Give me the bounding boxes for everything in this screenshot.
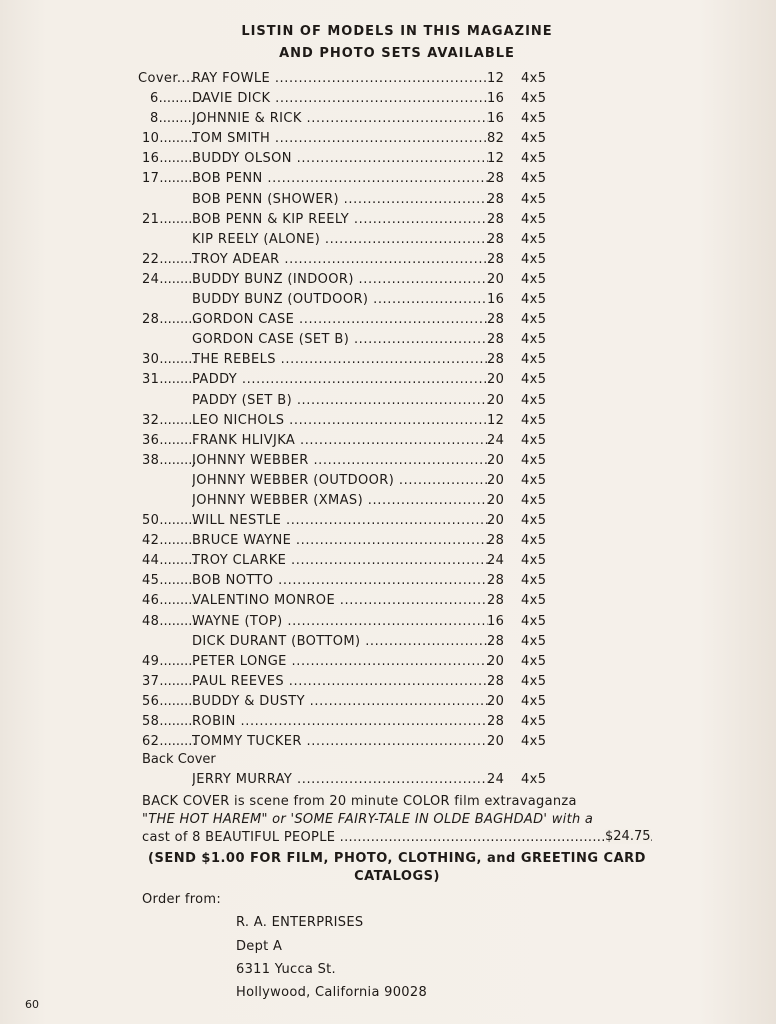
row-photo-size: 4x5	[521, 251, 547, 267]
table-row	[0, 491, 776, 511]
row-photo-count: 20	[487, 372, 505, 388]
table-row	[0, 350, 776, 370]
row-photo-count: 20	[487, 513, 505, 529]
table-row	[0, 210, 776, 230]
row-photo-size: 4x5	[521, 693, 547, 709]
table-row	[0, 411, 776, 431]
row-photo-size: 4x5	[521, 111, 547, 127]
row-model-name: BOB PENN & KIP REELY .....	[192, 210, 488, 230]
row-page-number	[138, 129, 197, 149]
row-photo-size: 4x5	[521, 533, 547, 549]
row-photo-count: 16	[487, 292, 505, 308]
row-model-name: JOHNNY WEBBER (OUTDOOR) .....	[192, 471, 488, 491]
row-photo-size: 4x5	[521, 171, 547, 187]
row-model-name: FRANK HLIVJKA .....	[192, 431, 488, 451]
row-photo-count: 12	[487, 71, 505, 86]
table-row	[0, 129, 776, 149]
row-photo-size: 4x5	[521, 372, 547, 388]
row-model-name: LEO NICHOLS .....	[192, 411, 488, 431]
row-page-text: 22	[142, 251, 160, 267]
row-photo-count: 20	[487, 653, 505, 669]
row-photo-size: 4x5	[521, 191, 547, 207]
row-model-name: JOHNNY WEBBER .....	[192, 451, 488, 471]
table-row	[0, 451, 776, 471]
row-photo-count: 20	[487, 492, 505, 508]
row-model-name: VALENTINO MONROE .....	[192, 591, 488, 611]
row-page-number	[138, 511, 197, 531]
row-photo-size: 4x5	[521, 432, 547, 448]
order-from-label: Order from:	[142, 892, 222, 907]
row-model-name: KIP REELY (ALONE) .....	[192, 230, 488, 250]
row-model-name: BRUCE WAYNE .....	[192, 531, 488, 551]
table-row	[0, 632, 776, 652]
table-row	[0, 109, 776, 129]
row-photo-count: 28	[487, 211, 505, 227]
row-model-name: TROY CLARKE .....	[192, 551, 488, 571]
row-photo-count: 28	[487, 231, 505, 247]
row-page-number	[138, 652, 197, 672]
row-photo-size: 4x5	[521, 91, 547, 107]
table-row	[0, 190, 776, 210]
row-photo-count: 20	[487, 271, 505, 287]
row-photo-count: 20	[487, 452, 505, 468]
row-photo-count: 28	[487, 251, 505, 267]
row-photo-size: 4x5	[521, 613, 547, 629]
table-row	[0, 471, 776, 491]
film-description-line-2: "THE HOT HAREM" or 'SOME FAIRY-TALE IN OLDE BAGHDAD' with a	[142, 812, 594, 827]
table-row	[0, 330, 776, 350]
row-photo-size: 4x5	[521, 734, 547, 750]
order-street: 6311 Yucca St.	[236, 962, 336, 977]
row-model-name: DAVIE DICK .....	[192, 89, 488, 109]
row-model-name: WAYNE (TOP) .....	[192, 612, 488, 632]
row-photo-size: 4x5	[521, 673, 547, 689]
table-row	[0, 612, 776, 632]
row-model-name: DICK DURANT (BOTTOM) .....	[192, 632, 488, 652]
catalog-note-line-1: (SEND $1.00 FOR FILM, PHOTO, CLOTHING, and GREETING CARD	[148, 851, 646, 866]
page-title-line-2: AND PHOTO SETS AVAILABLE	[279, 46, 515, 61]
row-model-name: GORDON CASE .....	[192, 310, 488, 330]
row-photo-size: 4x5	[521, 211, 547, 227]
row-photo-count: 24	[487, 772, 505, 787]
table-row	[0, 652, 776, 672]
row-photo-size: 4x5	[521, 352, 547, 368]
row-page-text: 28	[142, 312, 160, 328]
row-photo-count: 16	[487, 613, 505, 629]
model-listing-table	[0, 69, 776, 752]
table-row	[0, 770, 776, 790]
row-model-name: TROY ADEAR .....	[192, 250, 488, 270]
row-page-text: 6	[150, 91, 159, 107]
row-photo-size: 4x5	[521, 714, 547, 729]
row-page-number	[138, 431, 197, 451]
row-model-name: JOHNNY WEBBER (XMAS) .....	[192, 491, 488, 511]
row-model-name: GORDON CASE (SET B) .....	[192, 330, 488, 350]
table-row	[0, 250, 776, 270]
row-photo-size: 4x5	[521, 573, 547, 589]
row-photo-size: 4x5	[521, 452, 547, 468]
row-page-number	[138, 612, 197, 632]
row-model-name: BOB NOTTO .....	[192, 571, 488, 591]
row-model-name: BUDDY OLSON .....	[192, 149, 488, 169]
row-model-name: PAUL REEVES .....	[192, 672, 488, 692]
row-page-number	[138, 591, 197, 611]
row-photo-size: 4x5	[521, 513, 547, 529]
row-model-name: PADDY .....	[192, 370, 488, 390]
row-page-text: 8	[150, 111, 159, 127]
film-price: $24.75	[605, 829, 651, 844]
row-page-text: 30	[142, 352, 160, 368]
film-cast-text: cast of 8 BEAUTIFUL PEOPLE	[142, 830, 336, 845]
row-model-name: BUDDY & DUSTY .....	[192, 692, 488, 712]
row-page-text: 16	[142, 151, 160, 167]
row-photo-count: 28	[487, 533, 505, 549]
row-page-number	[138, 310, 197, 330]
row-photo-count: 28	[487, 673, 505, 689]
row-photo-size: 4x5	[521, 633, 547, 649]
film-description-line-3	[142, 829, 652, 847]
row-page-number	[138, 370, 197, 390]
row-page-text: 37	[142, 673, 160, 689]
row-page-number	[138, 69, 193, 89]
row-page-number	[138, 169, 197, 189]
row-page-text: 24	[142, 271, 160, 287]
row-photo-size: 4x5	[521, 131, 547, 147]
row-page-number	[138, 451, 197, 471]
row-model-name: JERRY MURRAY .....	[192, 770, 488, 790]
row-photo-count: 20	[487, 734, 505, 750]
table-row	[0, 310, 776, 330]
row-page-text: 36	[142, 432, 160, 448]
table-row	[0, 89, 776, 109]
order-city: Hollywood, California 90028	[236, 985, 428, 1000]
row-photo-size: 4x5	[521, 593, 547, 609]
row-photo-count: 28	[487, 332, 505, 348]
row-photo-size: 4x5	[521, 71, 547, 86]
back-cover-table	[0, 770, 776, 790]
row-model-name: PETER LONGE .....	[192, 652, 488, 672]
row-photo-size: 4x5	[521, 151, 547, 167]
row-page-text: 31	[142, 372, 160, 388]
row-page-text: 44	[142, 553, 160, 569]
table-row	[0, 169, 776, 189]
table-row	[0, 149, 776, 169]
row-page-text: 32	[142, 412, 160, 428]
row-page-text: 45	[142, 573, 160, 589]
table-row	[0, 531, 776, 551]
row-photo-count: 20	[487, 693, 505, 709]
row-page-text: 42	[142, 533, 160, 549]
row-model-name: TOMMY TUCKER .....	[192, 732, 488, 752]
row-model-name: JOHNNIE & RICK .....	[192, 109, 488, 129]
row-photo-size: 4x5	[521, 492, 547, 508]
table-row	[0, 571, 776, 591]
row-photo-count: 20	[487, 392, 505, 408]
row-model-name: ROBIN .....	[192, 712, 488, 732]
row-model-name: THE REBELS .....	[192, 350, 488, 370]
row-photo-count: 28	[487, 191, 505, 207]
row-model-name: BUDDY BUNZ (INDOOR) .....	[192, 270, 488, 290]
row-photo-size: 4x5	[521, 772, 547, 787]
row-page-text: Cover..	[138, 71, 186, 86]
table-row	[0, 431, 776, 451]
order-company: R. A. ENTERPRISES	[236, 915, 364, 930]
row-photo-count: 12	[487, 412, 505, 428]
row-model-name: BOB PENN (SHOWER) .....	[192, 190, 488, 210]
row-page-text: 62	[142, 734, 160, 750]
row-photo-size: 4x5	[521, 472, 547, 488]
row-photo-count: 28	[487, 714, 505, 729]
row-photo-count: 82	[487, 131, 505, 147]
table-row	[0, 230, 776, 250]
row-photo-count: 24	[487, 432, 505, 448]
back-cover-label: Back Cover	[142, 752, 216, 767]
page-title-line-1: LISTIN OF MODELS IN THIS MAGAZINE	[241, 24, 553, 39]
row-photo-count: 16	[487, 91, 505, 107]
row-model-name: BOB PENN .....	[192, 169, 488, 189]
row-photo-count: 28	[487, 352, 505, 368]
row-page-number	[138, 210, 197, 230]
row-photo-count: 28	[487, 633, 505, 649]
table-row	[0, 672, 776, 692]
table-row	[0, 370, 776, 390]
row-photo-size: 4x5	[521, 392, 547, 408]
row-page-number	[138, 551, 197, 571]
row-photo-count: 16	[487, 111, 505, 127]
row-photo-count: 24	[487, 553, 505, 569]
row-page-number	[138, 531, 197, 551]
table-row	[0, 270, 776, 290]
order-dept: Dept A	[236, 939, 283, 954]
row-photo-count: 28	[487, 593, 505, 609]
row-page-text: 38	[142, 452, 160, 468]
row-page-number	[138, 692, 197, 712]
catalog-note-line-2: CATALOGS)	[354, 869, 440, 884]
table-row	[0, 712, 776, 732]
row-photo-size: 4x5	[521, 271, 547, 287]
row-photo-size: 4x5	[521, 312, 547, 328]
row-page-number	[138, 149, 197, 169]
row-page-text: 50	[142, 513, 160, 529]
row-page-text: 17	[142, 171, 160, 187]
row-page-text: 58	[142, 714, 160, 729]
table-row	[0, 551, 776, 571]
row-model-name: BUDDY BUNZ (OUTDOOR) .....	[192, 290, 488, 310]
row-photo-size: 4x5	[521, 412, 547, 428]
row-photo-count: 12	[487, 151, 505, 167]
row-photo-size: 4x5	[521, 332, 547, 348]
row-photo-size: 4x5	[521, 292, 547, 308]
table-row	[0, 290, 776, 310]
row-photo-size: 4x5	[521, 231, 547, 247]
row-page-text: 48	[142, 613, 160, 629]
row-model-name: RAY FOWLE .....	[192, 69, 488, 89]
table-row	[0, 69, 776, 89]
table-row	[0, 511, 776, 531]
film-description-line-1: BACK COVER is scene from 20 minute COLOR film extravaganza	[142, 794, 577, 809]
row-model-name: PADDY (SET B) .....	[192, 391, 488, 411]
row-photo-size: 4x5	[521, 553, 547, 569]
row-page-text: 49	[142, 653, 160, 669]
row-photo-count: 28	[487, 573, 505, 589]
row-model-name: TOM SMITH .....	[192, 129, 488, 149]
row-page-text: 21	[142, 211, 160, 227]
row-page-number	[138, 411, 197, 431]
row-page-number	[138, 250, 197, 270]
row-page-number	[138, 712, 197, 732]
table-row	[0, 591, 776, 611]
table-row	[0, 732, 776, 752]
row-photo-size: 4x5	[521, 653, 547, 669]
row-photo-count: 28	[487, 171, 505, 187]
page-number: 60	[25, 998, 39, 1011]
row-page-text: 10	[142, 131, 160, 147]
row-page-number	[138, 270, 197, 290]
row-photo-count: 20	[487, 472, 505, 488]
row-page-number	[138, 732, 197, 752]
table-row	[0, 692, 776, 712]
row-page-number	[138, 350, 197, 370]
row-photo-count: 28	[487, 312, 505, 328]
row-page-number	[138, 672, 197, 692]
row-page-text: 56	[142, 693, 160, 709]
row-page-number	[138, 571, 197, 591]
row-page-text: 46	[142, 593, 160, 609]
row-model-name: WILL NESTLE .....	[192, 511, 488, 531]
table-row	[0, 391, 776, 411]
